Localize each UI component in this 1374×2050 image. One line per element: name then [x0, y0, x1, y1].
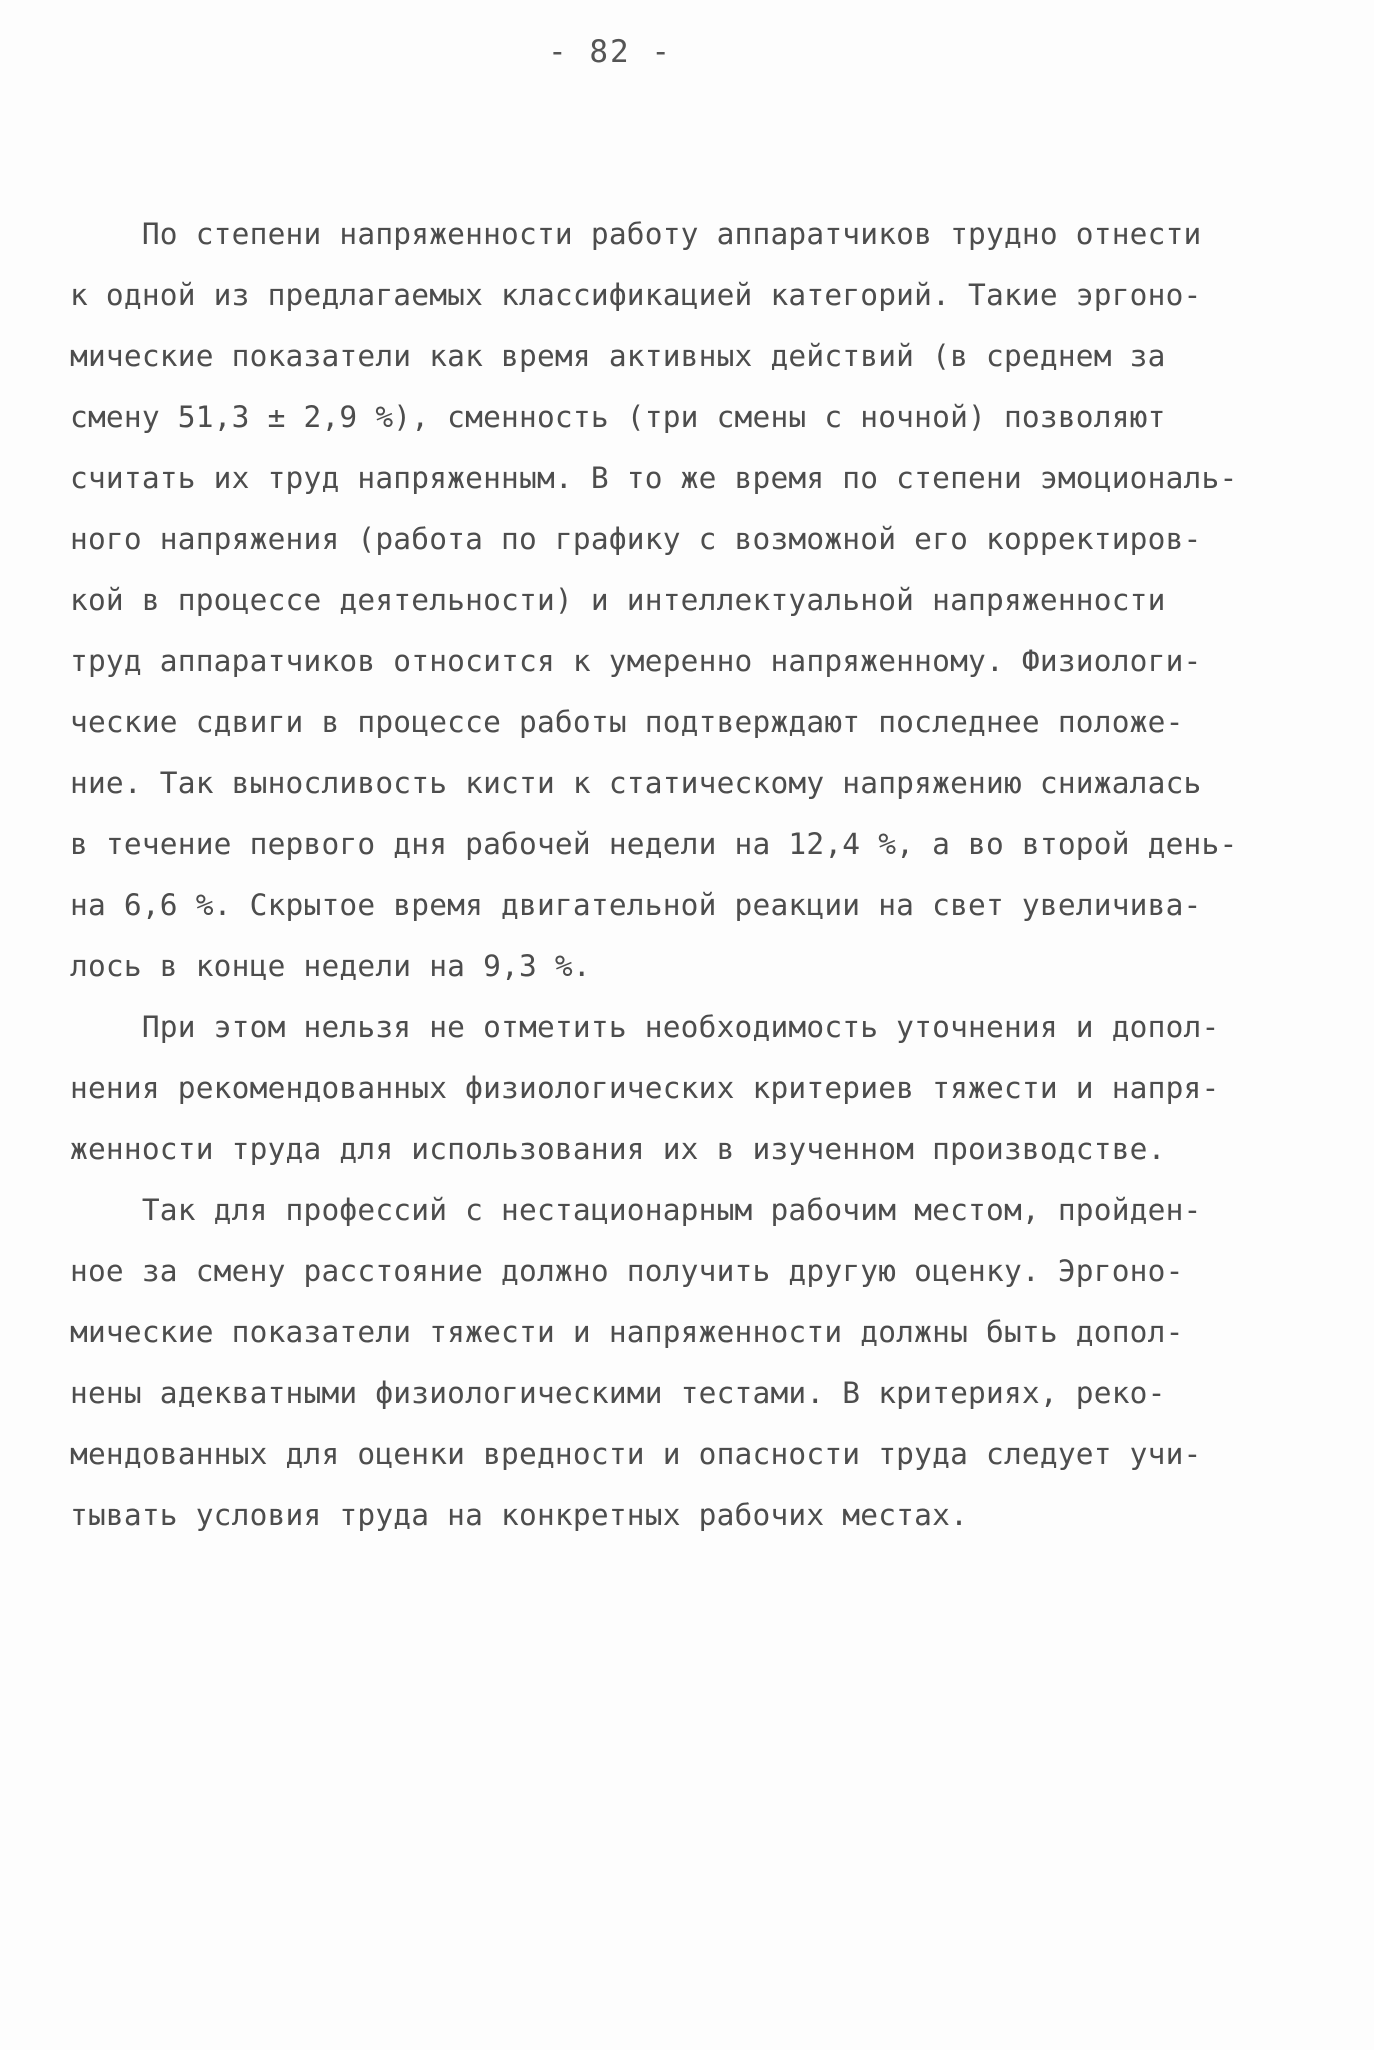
text-line: смену 51,3 ± 2,9 %), сменность (три смены с ночной) позволяют	[70, 400, 1166, 434]
text-line: ного напряжения (работа по графику с возможной его корректиров-	[70, 522, 1202, 556]
text-line: тывать условия труда на конкретных рабочих местах.	[70, 1498, 969, 1532]
text-line: ческие сдвиги в процессе работы подтверждают последнее положе-	[70, 705, 1184, 739]
text-line: При этом нельзя не отметить необходимость уточнения и допол-	[70, 1010, 1220, 1044]
text-line: ное за смену расстояние должно получить другую оценку. Эргоно-	[70, 1254, 1184, 1288]
text-line: лось в конце недели на 9,3 %.	[70, 949, 591, 983]
text-line: нения рекомендованных физиологических критериев тяжести и напря-	[70, 1071, 1220, 1105]
paragraph-3	[70, 1180, 1315, 1546]
text-line: женности труда для использования их в изученном производстве.	[70, 1132, 1166, 1166]
text-line: кой в процессе деятельности) и интеллектуальной напряженности	[70, 583, 1166, 617]
text-line: в течение первого дня рабочей недели на 12,4 %, а во второй день-	[70, 827, 1238, 861]
text-line: на 6,6 %. Скрытое время двигательной реакции на свет увеличива-	[70, 888, 1202, 922]
text-line: мендованных для оценки вредности и опасности труда следует учи-	[70, 1437, 1202, 1471]
text-line: Так для профессий с нестационарным рабочим местом, пройден-	[70, 1193, 1202, 1227]
body-text	[70, 204, 1315, 1546]
text-line: По степени напряженности работу аппаратчиков трудно отнести	[70, 217, 1202, 251]
text-line: считать их труд напряженным. В то же время по степени эмоциональ-	[70, 461, 1238, 495]
page-number: - 82 -	[548, 34, 672, 70]
text-line: к одной из предлагаемых классификацией категорий. Такие эргоно-	[70, 278, 1202, 312]
text-line: ние. Так выносливость кисти к статическому напряжению снижалась	[70, 766, 1202, 800]
text-line: мические показатели как время активных действий (в среднем за	[70, 339, 1166, 373]
text-line: труд аппаратчиков относится к умеренно напряженному. Физиологи-	[70, 644, 1202, 678]
paragraph-1	[70, 204, 1315, 997]
text-line: мические показатели тяжести и напряженности должны быть допол-	[70, 1315, 1184, 1349]
text-line: нены адекватными физиологическими тестами. В критериях, реко-	[70, 1376, 1166, 1410]
paragraph-2	[70, 997, 1315, 1180]
